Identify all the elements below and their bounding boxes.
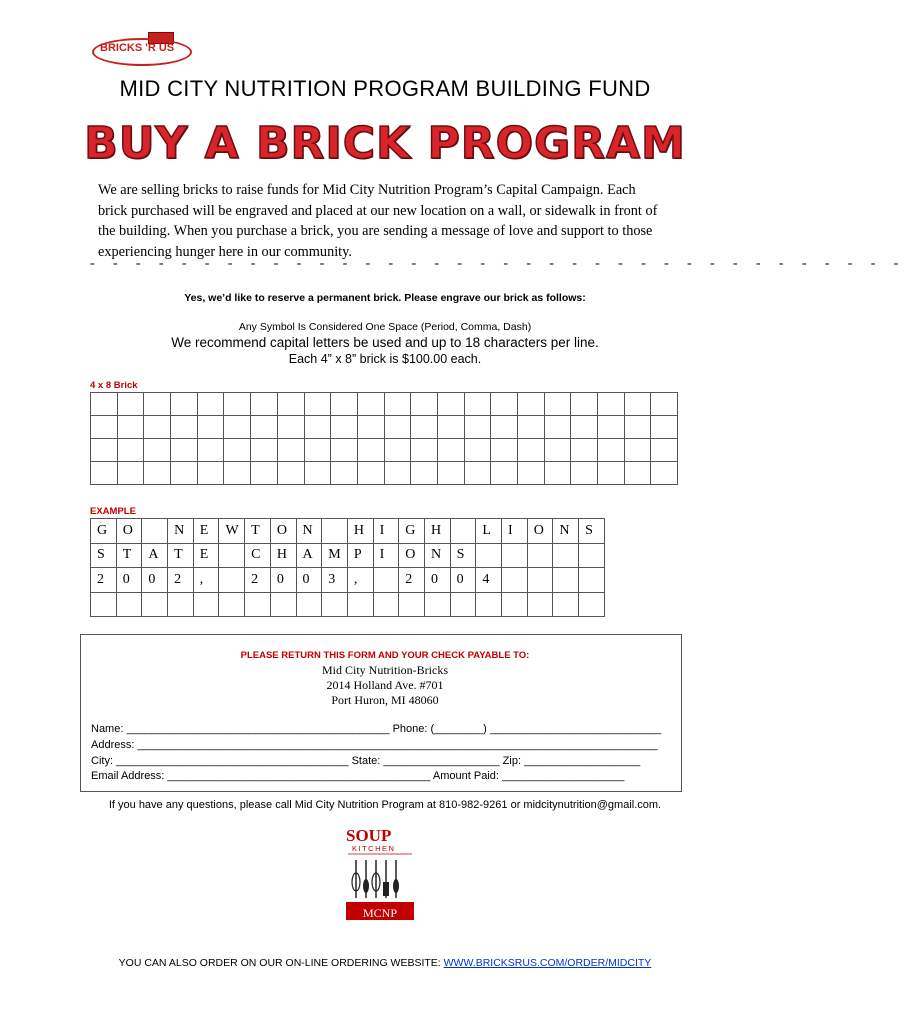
example-cell: C: [245, 543, 271, 568]
example-cell: E: [193, 543, 219, 568]
mcnp-word: MCNP: [362, 906, 398, 920]
grid-cell[interactable]: [171, 439, 198, 462]
grid-cell[interactable]: [464, 462, 491, 485]
grid-cell[interactable]: [91, 439, 118, 462]
grid-cell[interactable]: [464, 439, 491, 462]
example-cell: O: [399, 543, 425, 568]
example-cell: [502, 543, 528, 568]
grid-cell[interactable]: [117, 393, 144, 416]
brick-size-label: 4 x 8 Brick: [90, 380, 138, 391]
return-title: PLEASE RETURN THIS FORM AND YOUR CHECK PAYABLE TO:: [240, 650, 530, 661]
example-cell: [219, 543, 245, 568]
example-cell: ,: [347, 568, 373, 593]
bricks-r-us-logo: [88, 26, 198, 66]
grid-cell[interactable]: [91, 462, 118, 485]
grid-cell[interactable]: [277, 439, 304, 462]
example-cell: N: [424, 543, 450, 568]
example-cell: [322, 592, 348, 617]
grid-cell[interactable]: [331, 393, 358, 416]
example-cell: [502, 568, 528, 593]
grid-cell[interactable]: [518, 416, 545, 439]
example-cell: S: [579, 519, 605, 544]
example-cell: 0: [270, 568, 296, 593]
grid-cell[interactable]: [437, 462, 464, 485]
grid-cell[interactable]: [491, 462, 518, 485]
price-note: Each 4” x 8” brick is $100.00 each.: [288, 352, 482, 366]
grid-row: [91, 462, 678, 485]
cut-line: - - - - - - - - - - - - - - - - - - - - - - - - - - - - - - - - - - - -: [90, 256, 906, 271]
example-label: EXAMPLE: [90, 506, 136, 517]
example-cell: 2: [399, 568, 425, 593]
grid-cell[interactable]: [197, 393, 224, 416]
grid-cell[interactable]: [518, 439, 545, 462]
grid-cell[interactable]: [571, 416, 598, 439]
example-cell: P: [347, 543, 373, 568]
grid-cell[interactable]: [357, 439, 384, 462]
name-phone-field[interactable]: Name: ___________________________________________ Phone: (________) ____________________________: [91, 723, 662, 735]
example-cell: [476, 592, 502, 617]
example-cell: N: [553, 519, 579, 544]
example-cell: [579, 543, 605, 568]
example-cell: [245, 592, 271, 617]
example-cell: I: [373, 519, 399, 544]
example-cell: [527, 568, 553, 593]
grid-cell[interactable]: [491, 416, 518, 439]
example-cell: [142, 592, 168, 617]
soup-word: SOUP: [346, 826, 392, 845]
example-cell: 0: [296, 568, 322, 593]
example-cell: T: [168, 543, 194, 568]
grid-cell[interactable]: [304, 416, 331, 439]
grid-cell[interactable]: [224, 439, 251, 462]
example-cell: [450, 519, 476, 544]
grid-cell[interactable]: [224, 393, 251, 416]
example-cell: S: [91, 543, 117, 568]
example-cell: [424, 592, 450, 617]
example-cell: I: [373, 543, 399, 568]
example-cell: [193, 592, 219, 617]
grid-cell[interactable]: [624, 393, 651, 416]
grid-cell[interactable]: [91, 416, 118, 439]
grid-cell[interactable]: [357, 393, 384, 416]
grid-cell[interactable]: [571, 393, 598, 416]
grid-cell[interactable]: [251, 462, 278, 485]
grid-cell[interactable]: [251, 439, 278, 462]
logo-text: BRICKS 'R US: [100, 42, 175, 54]
example-cell: M: [322, 543, 348, 568]
grid-cell[interactable]: [411, 393, 438, 416]
symbol-note: Any Symbol Is Considered One Space (Period, Comma, Dash): [238, 321, 532, 333]
example-cell: [579, 592, 605, 617]
grid-cell[interactable]: [437, 439, 464, 462]
soup-kitchen-logo: [342, 826, 418, 922]
questions-note: If you have any questions, please call Mid City Nutrition Program at 810-982-9261 or midcitynutrition@gmail.com.: [108, 799, 662, 811]
example-cell: [219, 592, 245, 617]
grid-cell[interactable]: [224, 416, 251, 439]
example-cell: O: [116, 519, 142, 544]
grid-cell[interactable]: [544, 439, 571, 462]
example-row: [91, 543, 605, 568]
engraving-grid[interactable]: [90, 392, 678, 485]
example-cell: 2: [245, 568, 271, 593]
grid-row: [91, 393, 678, 416]
grid-cell[interactable]: [117, 416, 144, 439]
example-cell: T: [245, 519, 271, 544]
grid-cell[interactable]: [624, 416, 651, 439]
grid-cell[interactable]: [171, 393, 198, 416]
recommend-note: We recommend capital letters be used and up to 18 characters per line.: [171, 335, 599, 350]
grid-cell[interactable]: [651, 393, 678, 416]
address-line-2: 2014 Holland Ave. #701: [326, 678, 444, 692]
grid-cell[interactable]: [411, 416, 438, 439]
address-line-3: Port Huron, MI 48060: [331, 693, 439, 707]
grid-cell[interactable]: [197, 462, 224, 485]
example-cell: 2: [168, 568, 194, 593]
city-state-zip-field[interactable]: City: ______________________________________ State: ___________________ Zip: ___________________: [91, 755, 641, 767]
example-cell: H: [270, 543, 296, 568]
example-cell: I: [502, 519, 528, 544]
example-cell: [168, 592, 194, 617]
grid-cell[interactable]: [518, 393, 545, 416]
example-cell: S: [450, 543, 476, 568]
example-cell: [373, 592, 399, 617]
grid-cell[interactable]: [117, 462, 144, 485]
example-cell: [399, 592, 425, 617]
grid-row: [91, 416, 678, 439]
example-cell: G: [399, 519, 425, 544]
example-cell: [270, 592, 296, 617]
example-cell: [476, 543, 502, 568]
grid-cell[interactable]: [171, 416, 198, 439]
example-cell: [527, 592, 553, 617]
example-row: [91, 519, 605, 544]
example-cell: 0: [142, 568, 168, 593]
example-cell: 2: [91, 568, 117, 593]
example-cell: T: [116, 543, 142, 568]
grid-cell[interactable]: [357, 462, 384, 485]
grid-cell[interactable]: [651, 416, 678, 439]
grid-cell[interactable]: [331, 416, 358, 439]
grid-cell[interactable]: [304, 439, 331, 462]
grid-cell[interactable]: [598, 416, 625, 439]
grid-cell[interactable]: [624, 462, 651, 485]
grid-cell[interactable]: [571, 439, 598, 462]
grid-cell[interactable]: [518, 462, 545, 485]
grid-cell[interactable]: [357, 416, 384, 439]
address-line-1: Mid City Nutrition-Bricks: [322, 663, 448, 677]
example-cell: [116, 592, 142, 617]
footer-note: [0, 957, 770, 969]
example-grid: [90, 518, 605, 617]
grid-cell[interactable]: [651, 439, 678, 462]
grid-cell[interactable]: [117, 439, 144, 462]
grid-cell[interactable]: [171, 462, 198, 485]
grid-cell[interactable]: [598, 393, 625, 416]
example-cell: [142, 519, 168, 544]
example-cell: 4: [476, 568, 502, 593]
grid-cell[interactable]: [384, 462, 411, 485]
grid-cell[interactable]: [464, 393, 491, 416]
grid-cell[interactable]: [144, 393, 171, 416]
example-cell: O: [270, 519, 296, 544]
grid-cell[interactable]: [144, 462, 171, 485]
grid-cell[interactable]: [224, 462, 251, 485]
kitchen-word: KITCHEN: [352, 844, 396, 853]
grid-cell[interactable]: [144, 416, 171, 439]
address-field[interactable]: Address: _____________________________________________________________________________________: [91, 739, 658, 751]
grid-cell[interactable]: [331, 439, 358, 462]
example-cell: [347, 592, 373, 617]
grid-cell[interactable]: [598, 439, 625, 462]
example-cell: [502, 592, 528, 617]
example-cell: A: [142, 543, 168, 568]
grid-row: [91, 439, 678, 462]
grid-cell[interactable]: [544, 462, 571, 485]
example-cell: E: [193, 519, 219, 544]
grid-cell[interactable]: [624, 439, 651, 462]
grid-cell[interactable]: [544, 416, 571, 439]
example-cell: [296, 592, 322, 617]
example-cell: N: [168, 519, 194, 544]
grid-cell[interactable]: [384, 439, 411, 462]
example-cell: [579, 568, 605, 593]
example-cell: 0: [116, 568, 142, 593]
grid-cell[interactable]: [437, 393, 464, 416]
grid-cell[interactable]: [464, 416, 491, 439]
example-cell: [322, 519, 348, 544]
example-cell: [450, 592, 476, 617]
grid-cell[interactable]: [144, 439, 171, 462]
example-cell: 0: [424, 568, 450, 593]
intro-paragraph: We are selling bricks to raise funds for Mid City Nutrition Program’s Capital Campaign. Each brick purchased will be engraved and placed at our new location on a wall, or sidewalk in front of the building. When you purchase a brick, you are sending a message of love and support to those experiencing hunger here in our community.: [98, 182, 658, 260]
example-cell: W: [219, 519, 245, 544]
grid-cell[interactable]: [598, 462, 625, 485]
example-cell: 3: [322, 568, 348, 593]
example-cell: H: [347, 519, 373, 544]
grid-cell[interactable]: [437, 416, 464, 439]
grid-cell[interactable]: [91, 393, 118, 416]
grid-cell[interactable]: [411, 462, 438, 485]
grid-cell[interactable]: [411, 439, 438, 462]
example-cell: A: [296, 543, 322, 568]
example-cell: O: [527, 519, 553, 544]
email-amount-field[interactable]: Email Address: ___________________________________________ Amount Paid: ____________________: [91, 770, 625, 782]
program-title-text: BUY A BRICK PROGRAM: [84, 118, 686, 169]
example-cell: [373, 568, 399, 593]
example-cell: [219, 568, 245, 593]
grid-cell[interactable]: [277, 393, 304, 416]
grid-cell[interactable]: [304, 393, 331, 416]
grid-cell[interactable]: [304, 462, 331, 485]
grid-cell[interactable]: [491, 439, 518, 462]
grid-cell[interactable]: [651, 462, 678, 485]
grid-cell[interactable]: [544, 393, 571, 416]
grid-cell[interactable]: [251, 393, 278, 416]
grid-cell[interactable]: [277, 416, 304, 439]
page-title: MID CITY NUTRITION PROGRAM BUILDING FUND: [119, 76, 651, 101]
grid-cell[interactable]: [197, 416, 224, 439]
example-cell: L: [476, 519, 502, 544]
example-row: [91, 592, 605, 617]
example-cell: H: [424, 519, 450, 544]
soup-kitchen-icon: [342, 826, 418, 922]
order-website-link[interactable]: WWW.BRICKSRUS.COM/ORDER/MIDCITY: [443, 957, 652, 969]
grid-cell[interactable]: [571, 462, 598, 485]
example-cell: [553, 592, 579, 617]
example-row: [91, 568, 605, 593]
grid-cell[interactable]: [384, 393, 411, 416]
example-cell: [553, 543, 579, 568]
example-cell: 0: [450, 568, 476, 593]
grid-cell[interactable]: [491, 393, 518, 416]
example-cell: G: [91, 519, 117, 544]
example-cell: [91, 592, 117, 617]
grid-cell[interactable]: [331, 462, 358, 485]
example-cell: N: [296, 519, 322, 544]
example-cell: ,: [193, 568, 219, 593]
footer-text: YOU CAN ALSO ORDER ON OUR ON-LINE ORDERING WEBSITE:: [118, 957, 444, 969]
example-cell: [527, 543, 553, 568]
grid-cell[interactable]: [277, 462, 304, 485]
grid-cell[interactable]: [384, 416, 411, 439]
program-title: [0, 118, 770, 169]
example-cell: [553, 568, 579, 593]
grid-cell[interactable]: [197, 439, 224, 462]
grid-cell[interactable]: [251, 416, 278, 439]
reserve-text: Yes, we’d like to reserve a permanent brick. Please engrave our brick as follows:: [184, 292, 586, 304]
